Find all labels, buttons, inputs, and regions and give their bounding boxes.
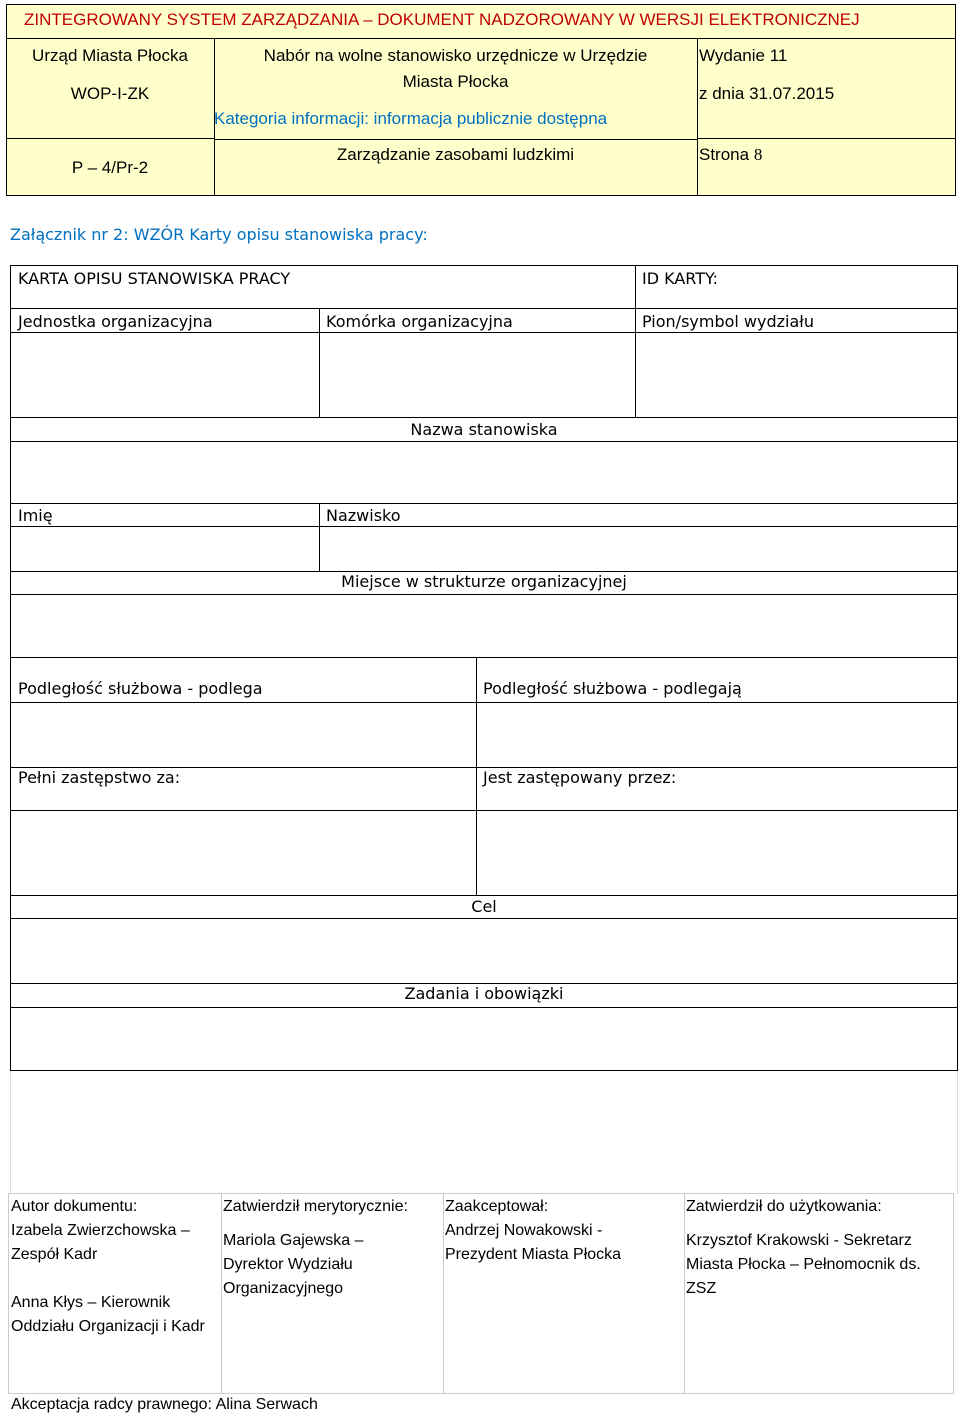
accepted-block [445,1195,685,1267]
use-line3: ZSZ [686,1280,717,1297]
subordinates-value-cell[interactable] [476,702,958,768]
merit-label: Zatwierdził merytorycznie: [223,1198,408,1215]
use-approval-block [686,1195,954,1301]
author2-line2: Oddziału Organizacji i Kadr [11,1318,205,1335]
division-value-cell[interactable] [635,332,958,418]
document-title-line2: Miasta Płocka [402,72,509,91]
header-row-divider [6,138,214,139]
reports-to-value-cell[interactable] [10,702,477,768]
author2-line1: Anna Kłys – Kierownik [11,1294,171,1311]
page-number: 8 [753,145,763,164]
tasks-label: Zadania i obowiązki [404,984,564,1003]
goal-label: Cel [471,897,497,916]
substituted-by-value-cell[interactable] [476,810,958,896]
edition-date: z dnia 31.07.2015 [699,84,835,103]
attachment-title: Załącznik nr 2: WZÓR Karty opisu stanowiska pracy: [10,225,428,244]
position-name-value-cell[interactable] [10,441,958,504]
edition: Wydanie 11 [699,46,788,65]
header-col-divider [697,38,698,196]
place-label: Miejsce w strukturze organizacyjnej [341,572,627,591]
first-name-label-cell [10,503,320,527]
author-label: Autor dokumentu: [11,1198,138,1215]
reports-to-label: Podległość służbowa - podlega [18,679,263,698]
place-value-cell[interactable] [10,594,958,658]
use-line2: Miasta Płocka – Pełnomocnik ds. [686,1256,921,1273]
first-name-value-cell[interactable] [10,526,320,572]
information-category: Kategoria informacji: informacja publicznie dostępna [214,109,608,128]
document-code: WOP-I-ZK [70,84,150,103]
legal-approval: Akceptacja radcy prawnego: Alina Serwach [11,1396,318,1413]
procedure-code: P – 4/Pr-2 [71,158,149,177]
substitutes-for-label: Pełni zastępstwo za: [18,768,181,787]
card-title: KARTA OPISU STANOWISKA PRACY [18,269,291,288]
merit-approval-block [223,1195,445,1301]
page-label: Strona [699,145,750,164]
spacer-line [10,1071,11,1194]
accepted-line1: Andrzej Nowakowski - [445,1222,603,1239]
page-indicator [699,145,762,165]
substitutes-for-value-cell[interactable] [10,810,477,896]
merit-line3: Organizacyjnego [223,1280,344,1297]
substituted-by-label: Jest zastępowany przez: [483,768,677,787]
accepted-line2: Prezydent Miasta Płocka [445,1246,622,1263]
tasks-value-cell[interactable] [10,1007,958,1071]
use-label: Zatwierdził do użytkowania: [686,1198,882,1215]
header-banner: ZINTEGROWANY SYSTEM ZARZĄDZANIA – DOKUMENT NADZOROWANY W WERSJI ELEKTRONICZNEJ [24,10,860,29]
last-name-label: Nazwisko [326,506,401,525]
header-row-divider [697,138,956,139]
office-name: Urząd Miasta Płocka [32,46,188,65]
goal-value-cell[interactable] [10,918,958,984]
division-label: Pion/symbol wydziału [642,312,814,331]
unit-value-cell[interactable] [10,332,320,418]
document-title-line1: Nabór na wolne stanowisko urzędnicze w Urzędzie [263,46,648,65]
use-line1: Krzysztof Krakowski - Sekretarz [686,1232,912,1249]
last-name-value-cell[interactable] [319,526,958,572]
author-block [11,1195,223,1339]
spacer-line [957,1071,958,1194]
cell-value-cell[interactable] [319,332,636,418]
position-name-label: Nazwa stanowiska [410,420,558,439]
unit-label: Jednostka organizacyjna [18,312,213,331]
last-name-label-cell [319,503,958,527]
merit-line2: Dyrektor Wydziału [223,1256,353,1273]
job-card [10,265,958,1071]
card-id-label: ID KARTY: [642,269,719,288]
author1-line1: Izabela Zwierzchowska – [11,1222,190,1239]
merit-line1: Mariola Gajewska – [223,1232,364,1249]
cell-label: Komórka organizacyjna [326,312,513,331]
header-divider [6,38,956,39]
author1-line2: Zespół Kadr [11,1246,98,1263]
management-area: Zarządzanie zasobami ludzkimi [336,145,575,164]
header-row-divider [214,139,697,140]
first-name-label: Imię [18,506,53,525]
subordinates-label: Podległość służbowa - podlegają [483,679,742,698]
accepted-label: Zaakceptował: [445,1198,549,1215]
